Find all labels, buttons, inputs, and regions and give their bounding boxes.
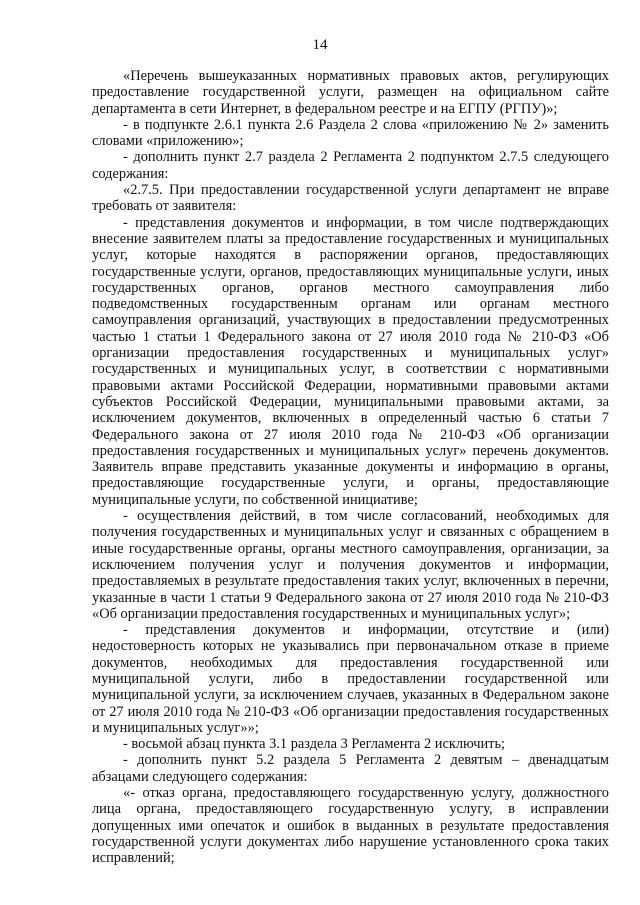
paragraph-5: - представления документов и информации, в том числе подтверждающих внесение заявителем платы за предоставление государственных и муниципальных услуг, которые находятся в распоряжении органов, предоставляющих государственные услуги, органов, предоставляющих муниципальные услуги, иных государственных органов, органов местного самоуправления либо подведомственных государственным органам или органам местного самоуправления организаций, участвующих в предоставлении предусмотренных частью 1 статьи 1 Федерального закона от 27 июля 2010 года № 210-ФЗ «Об организации предоставления государственных и муниципальных услуг» государственных и муниципальных услуг, в соответствии с нормативными правовыми актами Российской Федерации, нормативными правовыми актами субъектов Российской Федерации, муниципальными правовыми актами, за исключением документов, включенных в определенный частью 6 статьи 7 Федерального закона от 27 июля 2010 года № 210-ФЗ «Об организации предоставления государственных и муниципальных услуг» перечень документов. Заявитель вправе представить указанные документы и информацию в органы, предоставляющие государственные услуги, и органы, предоставляющие муниципальные услуги, по собственной инициативе; bbox=[92, 214, 609, 508]
paragraph-3: - дополнить пункт 2.7 раздела 2 Регламента 2 подпунктом 2.7.5 следующего содержания: bbox=[92, 149, 609, 182]
paragraph-7: - представления документов и информации, отсутствие и (или) недостоверность которых не указывались при первоначальном отказе в приеме документов, необходимых для предоставления государственной или муниципальной услуги, либо в предоставлении государственной или муниципальной услуги, за исключением случаев, указанных в Федеральном законе от 27 июля 2010 года № 210-ФЗ «Об организации предоставления государственных и муниципальных услуг»»; bbox=[92, 622, 609, 736]
page-number: 14 bbox=[312, 37, 328, 53]
paragraph-1: «Перечень вышеуказанных нормативных правовых актов, регулирующих предоставление государственной услуги, размещен на официальном сайте департамента в сети Интернет, в федеральном реестре и на ЕГПУ (РГПУ)»; bbox=[92, 68, 609, 117]
paragraph-10: «- отказ органа, предоставляющего государственную услугу, должностного лица органа, предоставляющего государственную услугу, в исправлении допущенных ими опечаток и ошибок в выданных в результате предоставления государственной услуги документах либо нарушение установленного срока таких исправлений; bbox=[92, 785, 609, 867]
document-body bbox=[92, 68, 609, 867]
paragraph-9: - дополнить пункт 5.2 раздела 5 Регламента 2 девятым – двенадцатым абзацами следующего содержания: bbox=[92, 752, 609, 785]
paragraph-8: - восьмой абзац пункта 3.1 раздела 3 Регламента 2 исключить; bbox=[123, 736, 506, 753]
paragraph-6: - осуществления действий, в том числе согласований, необходимых для получения государственных и муниципальных услуг и связанных с обращением в иные государственные органы, органы местного самоуправления, организации, за исключением получения услуг и получения документов и информации, предоставляемых в результате предоставления таких услуг, включенных в перечни, указанные в части 1 статьи 9 Федерального закона от 27 июля 2010 года № 210-ФЗ «Об организации предоставления государственных и муниципальных услуг»; bbox=[92, 508, 609, 622]
paragraph-4: «2.7.5. При предоставлении государственной услуги департамент не вправе требовать от заявителя: bbox=[92, 182, 609, 215]
paragraph-2: - в подпункте 2.6.1 пункта 2.6 Раздела 2 слова «приложению № 2» заменить словами «приложению»; bbox=[92, 116, 609, 150]
